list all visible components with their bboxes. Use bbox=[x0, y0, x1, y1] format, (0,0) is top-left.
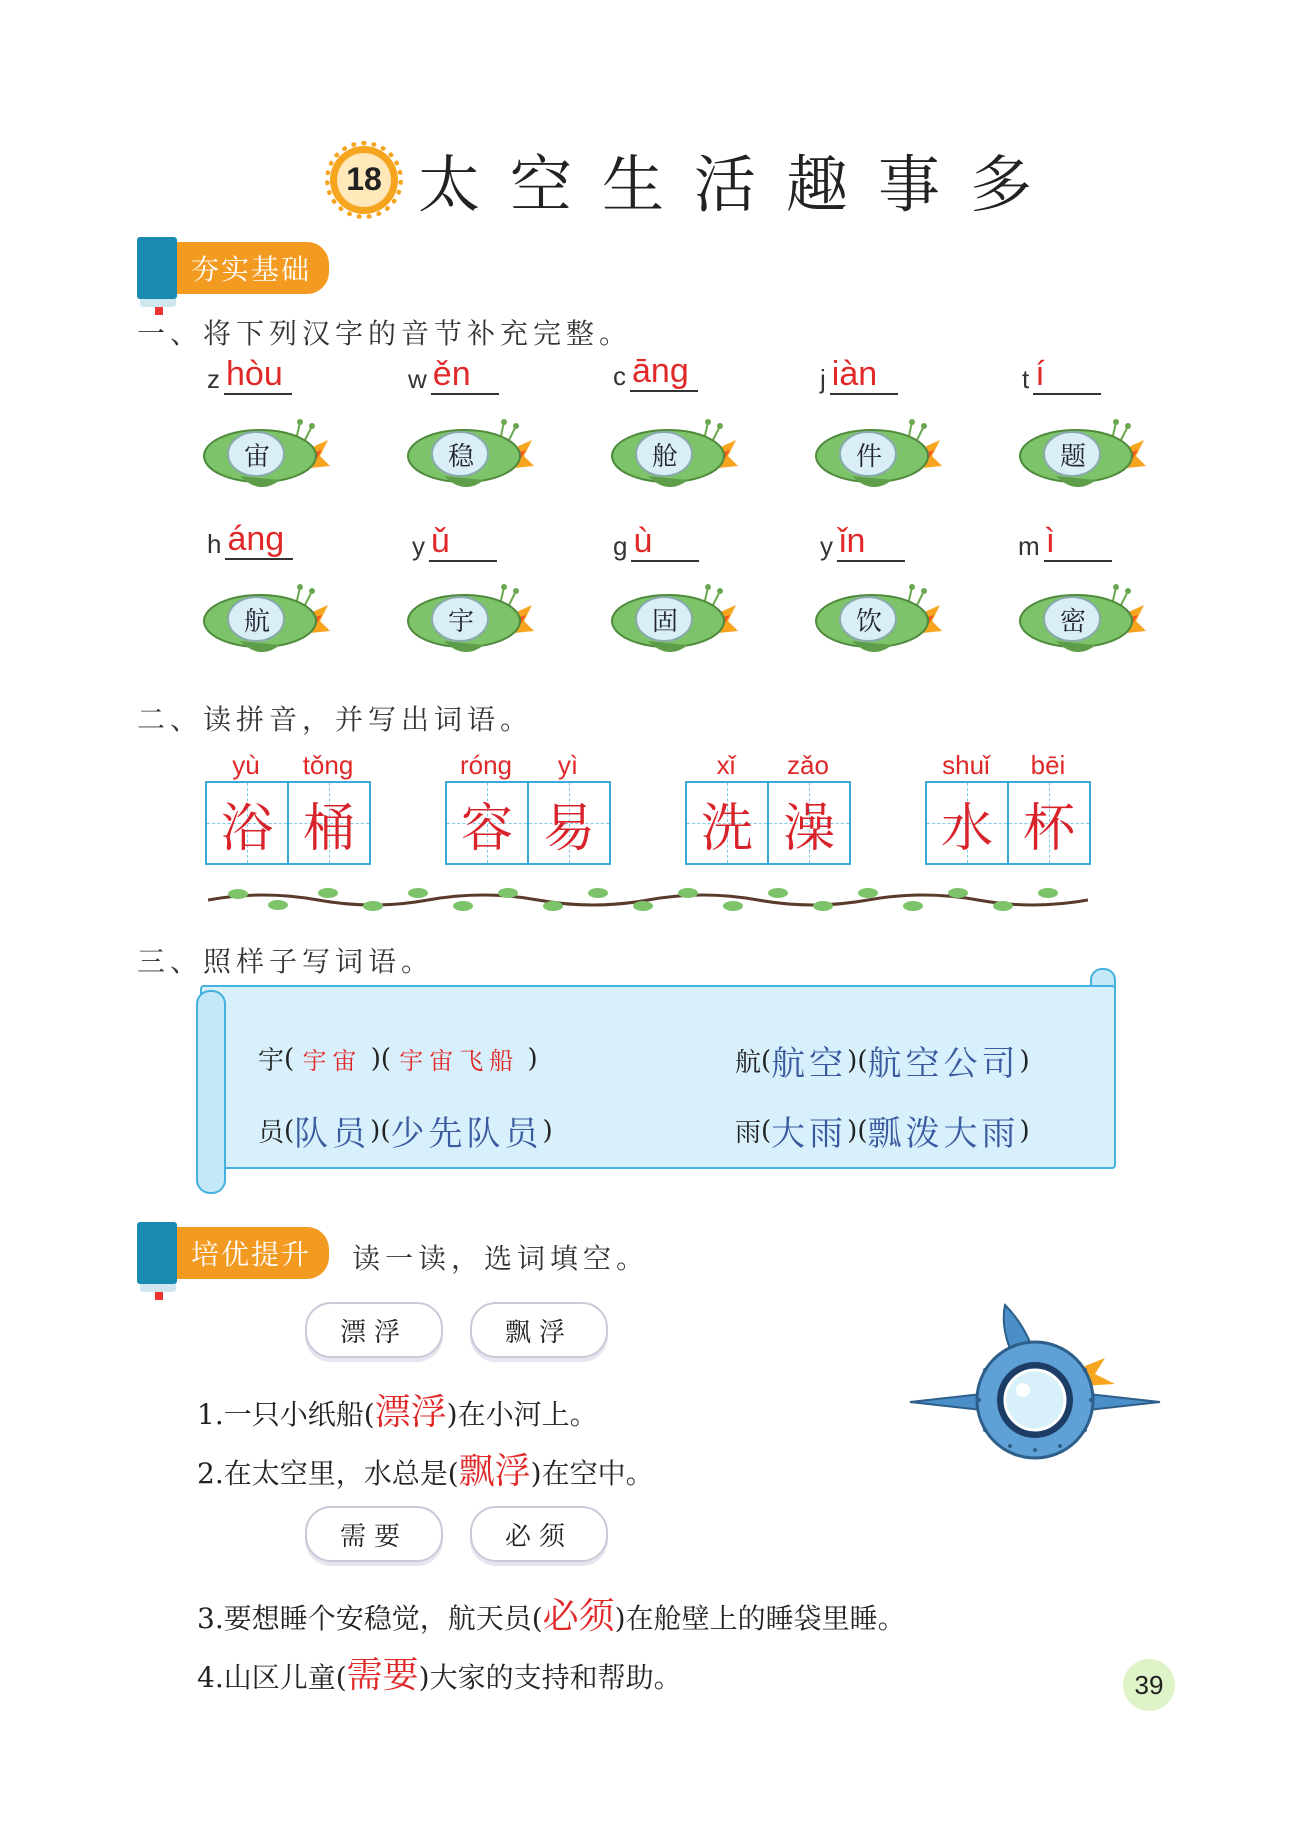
question-2-title: 二、读拼音，并写出词语。 bbox=[137, 703, 534, 736]
pinyin-answer[interactable]: ěn bbox=[431, 355, 499, 395]
pinyin-blank bbox=[820, 522, 905, 562]
section-label: 培优提升 bbox=[175, 1227, 329, 1279]
example-row: 员 ( 队员 )( 少先队员 ) bbox=[258, 1106, 553, 1155]
word-box bbox=[925, 750, 1091, 865]
scroll-roll bbox=[196, 990, 226, 1194]
word-pinyin: shuǐ bbox=[942, 750, 990, 780]
grid-cell[interactable]: 易 bbox=[527, 783, 609, 863]
pinyin-answer[interactable]: āng bbox=[630, 352, 698, 392]
example-char: 航 bbox=[735, 1048, 762, 1078]
example-char: 员 bbox=[258, 1118, 285, 1148]
grid-cell[interactable]: 杯 bbox=[1007, 783, 1089, 863]
pinyin-answer[interactable]: áng bbox=[225, 520, 293, 560]
example-row: 雨 ( 大雨 )( 瓢泼大雨 ) bbox=[735, 1106, 1030, 1155]
vine-divider bbox=[208, 885, 1088, 919]
word-choice-cloud[interactable]: 漂浮 bbox=[305, 1302, 443, 1358]
pinyin-initial: z bbox=[207, 364, 220, 394]
word-box bbox=[685, 750, 851, 865]
pinyin-initial: y bbox=[820, 531, 833, 561]
pinyin-blank bbox=[1018, 522, 1112, 562]
pinyin-blank bbox=[408, 355, 499, 395]
rocket-character: 题 bbox=[1059, 441, 1086, 472]
pinyin-answer[interactable]: hòu bbox=[224, 355, 292, 395]
rocket-character: 饮 bbox=[855, 606, 882, 637]
pinyin-answer[interactable]: ù bbox=[631, 522, 699, 562]
sentence: 4.山区儿童(需要)大家的支持和帮助。 bbox=[197, 1655, 682, 1696]
pinyin-blank bbox=[412, 522, 497, 562]
pinyin-initial: m bbox=[1018, 531, 1040, 561]
word-choice-cloud[interactable]: 飘浮 bbox=[470, 1302, 608, 1358]
word-pinyin: yù bbox=[232, 750, 260, 780]
pinyin-blank bbox=[1022, 355, 1101, 395]
pinyin-answer[interactable]: ì bbox=[1044, 522, 1112, 562]
rocket-icon bbox=[608, 410, 738, 500]
grid-cell[interactable]: 澡 bbox=[767, 783, 849, 863]
pinyin-initial: j bbox=[820, 364, 826, 394]
rocket-icon bbox=[608, 575, 738, 665]
sentence-answer[interactable]: 飘浮 bbox=[458, 1451, 531, 1492]
sentence-answer[interactable]: 必须 bbox=[542, 1596, 615, 1637]
answer-word[interactable]: 航空公司 bbox=[867, 1044, 1020, 1084]
lesson-number: 18 bbox=[337, 153, 391, 207]
sentence: 2.在太空里，水总是(飘浮)在空中。 bbox=[197, 1451, 654, 1492]
pinyin-initial: t bbox=[1022, 364, 1030, 394]
rocket-character: 宇 bbox=[447, 606, 474, 637]
pinyin-initial: h bbox=[207, 529, 222, 559]
rocket-character: 密 bbox=[1059, 606, 1086, 637]
word-pinyin: róng bbox=[459, 750, 513, 780]
book-icon bbox=[137, 237, 177, 299]
pinyin-answer[interactable]: iàn bbox=[830, 355, 898, 395]
lesson-number-badge bbox=[330, 146, 398, 214]
answer-word[interactable]: 瓢泼大雨 bbox=[867, 1114, 1020, 1154]
answer-word[interactable]: 少先队员 bbox=[390, 1114, 543, 1154]
sentence-answer[interactable]: 需要 bbox=[346, 1655, 419, 1696]
page-number: 39 bbox=[1123, 1659, 1175, 1711]
pinyin-initial: y bbox=[412, 531, 425, 561]
word-pinyin: zǎo bbox=[787, 750, 829, 780]
example-word: 宇宙 bbox=[302, 1047, 363, 1075]
rocket-icon bbox=[812, 410, 942, 500]
example-char: 雨 bbox=[735, 1118, 762, 1148]
example-row: 宇 ( 宇宙 )( 宇宙飞船 ) bbox=[258, 1040, 538, 1077]
lesson-title bbox=[330, 135, 1062, 224]
section-banner-basics bbox=[137, 237, 329, 299]
word-box bbox=[445, 750, 611, 865]
pinyin-blank bbox=[613, 522, 699, 562]
grid-cell[interactable]: 水 bbox=[927, 783, 1007, 863]
pinyin-answer[interactable]: ǔ bbox=[429, 522, 497, 562]
pinyin-blank bbox=[207, 355, 292, 395]
section-banner-advanced bbox=[137, 1222, 329, 1284]
grid-cell[interactable]: 洗 bbox=[687, 783, 767, 863]
question-1-title: 一、将下列汉字的音节补充完整。 bbox=[137, 317, 633, 350]
rocket-character: 稳 bbox=[447, 441, 474, 472]
sentence-answer[interactable]: 漂浮 bbox=[374, 1392, 447, 1433]
book-icon bbox=[137, 1222, 177, 1284]
word-pinyin: tǒng bbox=[302, 750, 354, 780]
word-box bbox=[205, 750, 371, 865]
section-label: 夯实基础 bbox=[175, 242, 329, 294]
pinyin-blank bbox=[820, 355, 898, 395]
word-pinyin: yì bbox=[557, 750, 579, 780]
pinyin-initial: c bbox=[613, 361, 626, 391]
rocket-icon bbox=[404, 410, 534, 500]
rocket-character: 航 bbox=[243, 606, 270, 637]
answer-word[interactable]: 航空 bbox=[771, 1044, 848, 1084]
question-3-title: 三、照样子写词语。 bbox=[137, 945, 435, 978]
word-choice-cloud[interactable]: 需要 bbox=[305, 1506, 443, 1562]
rocket-icon bbox=[1016, 410, 1146, 500]
example-row: 航 ( 航空 )( 航空公司 ) bbox=[735, 1036, 1030, 1085]
rocket-character: 件 bbox=[855, 441, 882, 472]
title-text: 太空生活趣事多 bbox=[418, 148, 1063, 221]
rocket-icon bbox=[812, 575, 942, 665]
word-pinyin: bēi bbox=[1030, 750, 1066, 780]
pinyin-initial: w bbox=[408, 364, 427, 394]
pinyin-initial: g bbox=[613, 531, 628, 561]
answer-word[interactable]: 大雨 bbox=[771, 1114, 848, 1154]
rocket-icon bbox=[1016, 575, 1146, 665]
pinyin-answer[interactable]: ǐn bbox=[837, 522, 905, 562]
sentence: 3.要想睡个安稳觉，航天员(必须)在舱壁上的睡袋里睡。 bbox=[197, 1596, 906, 1637]
pinyin-answer[interactable]: í bbox=[1033, 355, 1101, 395]
pinyin-blank bbox=[613, 352, 698, 392]
example-word: 宇宙飞船 bbox=[399, 1047, 520, 1075]
rocket-icon bbox=[200, 575, 330, 665]
pinyin-blank bbox=[207, 520, 293, 560]
rocket-character: 固 bbox=[651, 606, 678, 637]
word-choice-cloud[interactable]: 必须 bbox=[470, 1506, 608, 1562]
word-pinyin: xǐ bbox=[716, 750, 736, 780]
grid-cell[interactable]: 浴 bbox=[207, 783, 287, 863]
rocket-character: 舱 bbox=[651, 441, 678, 472]
example-char: 宇 bbox=[258, 1046, 285, 1076]
spaceship-illustration bbox=[905, 1300, 1165, 1464]
section-2-instruction: 读一读，选词填空。 bbox=[352, 1242, 650, 1275]
rocket-character: 宙 bbox=[243, 441, 270, 472]
answer-word[interactable]: 队员 bbox=[294, 1114, 371, 1154]
grid-cell[interactable]: 容 bbox=[447, 783, 527, 863]
rocket-icon bbox=[404, 575, 534, 665]
sentence: 1.一只小纸船(漂浮)在小河上。 bbox=[197, 1392, 598, 1433]
rocket-icon bbox=[200, 410, 330, 500]
grid-cell[interactable]: 桶 bbox=[287, 783, 369, 863]
